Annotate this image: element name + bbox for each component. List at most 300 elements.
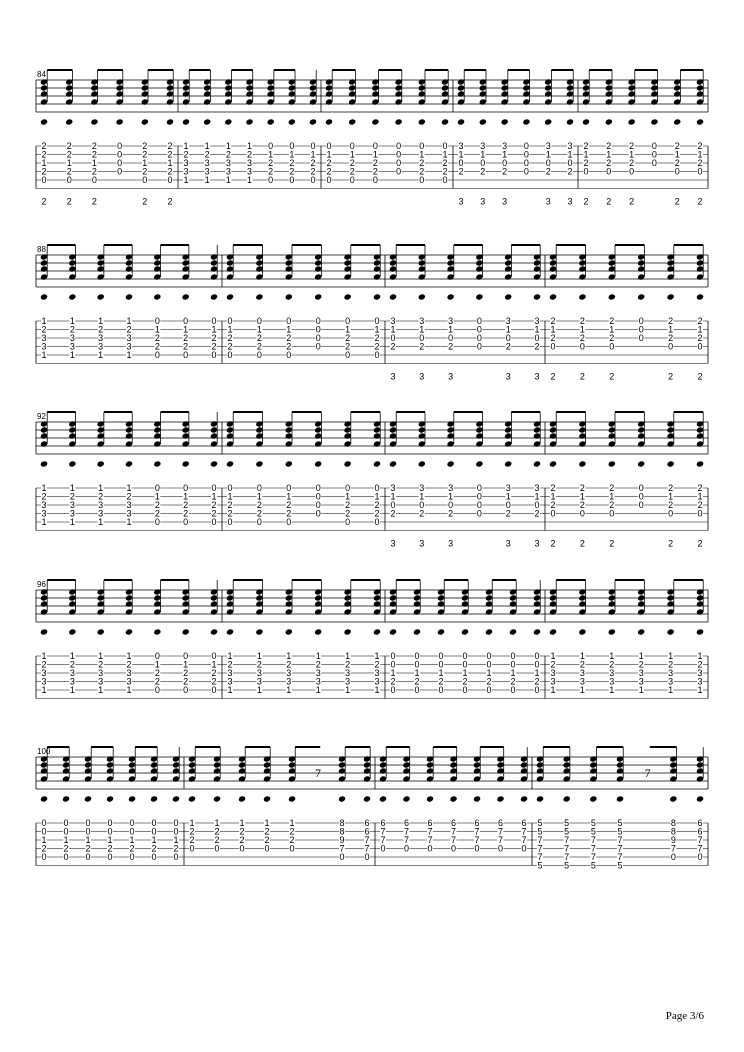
tab-fret-number: 2 — [69, 659, 75, 670]
tab-fret-number: 0 — [476, 333, 482, 343]
tab-fret-number: 2 — [579, 333, 585, 343]
tab-fret-number: 2 — [63, 843, 69, 854]
tab-fret-number: 1 — [173, 835, 179, 845]
tab-fret-number: 0 — [183, 316, 189, 326]
tab-fret-number: 2 — [189, 835, 195, 845]
tab-fret-number: 0 — [442, 175, 448, 185]
tab-fret-number: 0 — [227, 350, 233, 360]
bass-fret-number: 3 — [502, 196, 508, 207]
tab-fret-number: 3 — [502, 141, 508, 151]
tab-fret-number: 1 — [239, 818, 245, 828]
tab-fret-number: 3 — [505, 483, 511, 493]
bass-notehead — [182, 460, 190, 467]
bass-notehead — [224, 118, 232, 125]
bass-notehead — [418, 460, 426, 467]
bass-fret-number: 2 — [66, 196, 72, 207]
bass-notehead — [418, 118, 426, 125]
tab-fret-number: 2 — [256, 659, 262, 670]
tab-fret-number: 2 — [142, 149, 148, 160]
tab-fret-number: 1 — [606, 149, 612, 160]
bass-fret-number: 3 — [505, 538, 511, 549]
tab-fret-number: 1 — [286, 324, 292, 335]
tab-fret-number: 5 — [564, 826, 570, 837]
tab-fret-number: 2 — [91, 166, 97, 177]
tab-fret-number: 2 — [629, 158, 635, 168]
tab-fret-number: 2 — [256, 500, 262, 510]
tab-fret-number: 1 — [246, 141, 253, 151]
tab-fret-number: 1 — [579, 324, 585, 335]
tab-fret-number: 5 — [590, 818, 596, 828]
bass-notehead — [68, 460, 76, 467]
tab-fret-number: 7 — [697, 835, 703, 845]
bass-notehead — [608, 628, 616, 635]
tab-fret-number: 0 — [476, 491, 482, 502]
tab-fret-number: 3 — [98, 676, 104, 687]
tab-fret-number: 3 — [69, 676, 75, 687]
tab-fret-number: 2 — [510, 676, 516, 687]
tab-fret-number: 0 — [374, 350, 380, 360]
tab-fret-number: 1 — [310, 149, 316, 160]
tab-fret-number: 1 — [545, 149, 551, 160]
tab-fret-number: 1 — [567, 149, 573, 160]
tab-fret-number: 3 — [458, 141, 464, 151]
tab-fret-number: 0 — [476, 316, 482, 326]
tab-fret-number: 2 — [534, 676, 540, 687]
tab-fret-number: 1 — [69, 651, 75, 661]
tab-fret-number: 0 — [189, 843, 195, 854]
bass-fret-number: 3 — [458, 196, 464, 207]
tab-fret-number: 0 — [390, 333, 396, 343]
tab-fret-number: 1 — [69, 685, 75, 695]
tab-fret-number: 0 — [345, 350, 351, 360]
bass-notehead — [418, 293, 426, 300]
bass-fret-number: 2 — [606, 196, 612, 207]
tab-fret-number: 1 — [349, 149, 355, 160]
tab-fret-number: 2 — [534, 341, 540, 352]
tab-fret-number: 1 — [668, 651, 674, 661]
tab-fret-number: 2 — [697, 500, 703, 510]
tab-fret-number: 2 — [583, 141, 589, 151]
bass-fret-number: 3 — [390, 538, 396, 549]
bass-notehead — [97, 628, 105, 635]
tab-fret-number: 7 — [474, 835, 480, 845]
tab-fret-number: 0 — [315, 491, 321, 502]
tab-fret-number: 3 — [550, 676, 556, 687]
tab-fret-number: 1 — [345, 491, 351, 502]
bass-notehead — [153, 293, 161, 300]
bass-notehead — [40, 795, 48, 802]
tab-fret-number: 3 — [126, 500, 132, 510]
tab-fret-number: 0 — [534, 651, 540, 661]
tab-fret-number: 2 — [227, 500, 233, 510]
tab-fret-number: 2 — [579, 316, 585, 326]
tab-fret-number: 0 — [310, 141, 316, 151]
tab-fret-number: 3 — [697, 668, 703, 678]
tab-fret-number: 0 — [476, 324, 482, 335]
measure-number: 96 — [37, 580, 46, 589]
tab-fret-number: 0 — [173, 852, 179, 862]
bass-notehead — [395, 118, 403, 125]
tab-fret-number: 2 — [345, 659, 351, 670]
tab-fret-number: 0 — [403, 843, 410, 854]
tab-fret-number: 1 — [227, 685, 233, 695]
tab-fret-number: 3 — [374, 676, 380, 687]
bass-notehead — [479, 118, 487, 125]
tab-fret-number: 0 — [117, 149, 123, 160]
tab-fret-number: 1 — [126, 685, 132, 695]
tab-fret-number: 2 — [66, 141, 72, 151]
tab-fret-number: 3 — [98, 668, 104, 678]
bass-notehead — [447, 293, 455, 300]
tab-fret-number: 1 — [268, 149, 274, 160]
tab-fret-number: 3 — [374, 668, 380, 678]
tab-fret-number: 7 — [497, 826, 504, 837]
tab-fret-number: 2 — [697, 483, 703, 493]
tab-fret-number: 3 — [448, 316, 454, 326]
tab-fret-number: 0 — [349, 175, 355, 185]
tab-fret-number: 0 — [339, 852, 345, 862]
bass-notehead — [578, 293, 586, 300]
tab-fret-number: 2 — [183, 508, 189, 519]
tab-fret-number: 0 — [289, 843, 295, 854]
tab-fret-number: 7 — [364, 835, 370, 845]
tab-fret-number: 1 — [550, 491, 556, 502]
tab-fret-number: 2 — [374, 508, 380, 519]
tab-fret-number: 1 — [225, 175, 231, 185]
tab-fret-number: 0 — [486, 659, 492, 670]
tab-fret-number: 1 — [534, 324, 540, 335]
tab-fret-number: 2 — [609, 316, 615, 326]
bass-notehead — [509, 628, 517, 635]
bass-notehead — [696, 795, 704, 802]
tab-fret-number: 0 — [154, 517, 160, 527]
tab-fret-number: 3 — [567, 141, 573, 151]
tab-fret-number: 2 — [668, 500, 674, 510]
bass-notehead — [182, 118, 190, 125]
tab-fret-number: 2 — [579, 659, 585, 670]
tab-fret-number: 1 — [374, 651, 380, 661]
tab-fret-number: 3 — [227, 676, 233, 687]
tab-fret-number: 0 — [107, 852, 113, 862]
tab-fret-number: 1 — [697, 651, 703, 661]
tab-fret-number: 1 — [486, 668, 492, 678]
tab-fret-number: 2 — [414, 676, 420, 687]
tab-fret-number: 3 — [534, 483, 540, 493]
tab-fret-number: 1 — [583, 149, 589, 160]
tab-fret-number: 7 — [403, 826, 410, 837]
tab-fret-number: 2 — [256, 508, 262, 519]
tab-fret-number: 2 — [107, 843, 113, 854]
tab-fret-number: 2 — [256, 333, 262, 343]
tab-fret-number: 0 — [674, 166, 680, 177]
tab-fret-number: 3 — [69, 333, 75, 343]
tab-fret-number: 0 — [638, 333, 644, 343]
tab-fret-number: 0 — [41, 852, 47, 862]
tab-fret-number: 2 — [374, 341, 380, 352]
bass-notehead — [314, 460, 322, 467]
tab-fret-number: 1 — [697, 491, 703, 502]
tab-fret-number: 3 — [448, 483, 454, 493]
tab-fret-number: 2 — [167, 141, 173, 151]
tab-fret-number: 3 — [286, 668, 292, 678]
tab-fret-number: 1 — [126, 483, 132, 493]
bass-notehead — [188, 795, 196, 802]
tab-fret-number: 0 — [579, 508, 585, 519]
bass-fret-number: 2 — [167, 196, 173, 207]
bass-notehead — [536, 795, 544, 802]
tab-fret-number: 1 — [697, 324, 703, 335]
bass-notehead — [578, 460, 586, 467]
bass-notehead — [153, 460, 161, 467]
tab-fret-number: 2 — [609, 659, 615, 670]
tab-fret-number: 1 — [63, 835, 69, 845]
tab-fret-number: 0 — [211, 685, 217, 695]
tab-fret-number: 0 — [651, 141, 657, 151]
tab-fret-number: 8 — [670, 818, 676, 828]
tab-fret-number: 0 — [510, 685, 516, 695]
tab-fret-number: 7 — [617, 852, 623, 862]
bass-notehead — [504, 460, 512, 467]
tab-fret-number: 0 — [534, 333, 540, 343]
bass-notehead — [150, 795, 158, 802]
tab-fret-number: 1 — [638, 685, 644, 695]
tab-fret-number: 2 — [85, 843, 91, 854]
tab-fret-number: 0 — [396, 149, 402, 160]
tab-fret-number: 3 — [246, 158, 253, 168]
bass-notehead — [696, 293, 704, 300]
bass-notehead — [125, 460, 133, 467]
bass-notehead — [226, 293, 234, 300]
tab-fret-number: 1 — [246, 175, 253, 185]
tab-fret-number: 1 — [41, 685, 47, 695]
tab-fret-number: 1 — [69, 483, 75, 493]
tab-fret-number: 0 — [476, 508, 482, 519]
tab-fret-number: 1 — [668, 685, 674, 695]
tab-fret-number: 2 — [189, 826, 195, 837]
tab-fret-number: 0 — [638, 491, 644, 502]
tab-fret-number: 0 — [151, 826, 157, 837]
tab-fret-number: 0 — [183, 350, 189, 360]
tab-fret-number: 1 — [374, 685, 380, 695]
tab-fret-number: 2 — [583, 158, 589, 168]
tab-fret-number: 7 — [497, 835, 504, 845]
tab-fret-number: 2 — [372, 166, 378, 177]
tab-fret-number: 2 — [256, 341, 262, 352]
tab-fret-number: 2 — [374, 333, 380, 343]
tab-fret-number: 2 — [462, 676, 468, 687]
tab-fret-number: 0 — [256, 483, 262, 493]
tab-fret-number: 0 — [448, 500, 454, 510]
tab-fret-number: 2 — [286, 341, 292, 352]
bass-notehead — [608, 293, 616, 300]
tab-fret-number: 1 — [609, 651, 615, 661]
tab-fret-number: 1 — [419, 324, 425, 335]
tab-fret-number: 2 — [214, 826, 220, 837]
tab-fret-number: 2 — [545, 166, 551, 177]
tab-fret-number: 7 — [564, 843, 570, 854]
tab-fret-number: 2 — [173, 843, 179, 854]
bass-notehead — [344, 460, 352, 467]
tab-fret-number: 1 — [256, 651, 262, 661]
tab-fret-number: 0 — [286, 350, 292, 360]
tab-fret-number: 5 — [590, 826, 596, 837]
tab-fret-number: 1 — [98, 483, 104, 493]
tab-fret-number: 0 — [638, 500, 644, 510]
tab-fret-number: 2 — [41, 149, 47, 160]
tab-fret-number: 2 — [419, 166, 425, 177]
tab-fret-number: 3 — [419, 483, 425, 493]
bass-notehead — [533, 293, 541, 300]
tab-fret-number: 0 — [396, 166, 402, 177]
tab-fret-number: 0 — [63, 818, 69, 828]
tab-fret-number: 6 — [521, 818, 527, 828]
bass-fret-number: 3 — [505, 371, 511, 382]
tab-fret-number: 1 — [41, 517, 47, 527]
bass-notehead — [522, 118, 530, 125]
tab-fret-number: 0 — [638, 316, 644, 326]
tab-fret-number: 0 — [239, 843, 245, 854]
tab-fret-number: 2 — [345, 508, 351, 519]
tab-fret-number: 3 — [545, 141, 551, 151]
tab-fret-number: 1 — [697, 685, 703, 695]
tab-fret-number: 2 — [183, 333, 189, 343]
tab-fret-number: 6 — [474, 818, 480, 828]
tab-fret-number: 0 — [697, 166, 703, 177]
tab-fret-number: 1 — [41, 158, 47, 168]
tab-fret-number: 2 — [372, 158, 378, 168]
tab-fret-number: 0 — [372, 141, 378, 151]
tab-fret-number: 3 — [286, 676, 292, 687]
bass-fret-number: 3 — [419, 538, 425, 549]
tab-fret-number: 0 — [264, 843, 270, 854]
tab-fret-number: 5 — [564, 818, 570, 828]
tab-fret-number: 2 — [98, 324, 104, 335]
tab-fret-number: 0 — [41, 175, 47, 185]
bass-notehead — [363, 795, 371, 802]
tab-fret-number: 1 — [154, 324, 160, 335]
bass-notehead — [637, 628, 645, 635]
tab-fret-number: 2 — [154, 676, 160, 687]
tab-fret-number: 2 — [458, 166, 464, 177]
tab-fret-number: 0 — [497, 843, 504, 854]
tab-fret-number: 0 — [390, 685, 396, 695]
bass-notehead — [65, 118, 73, 125]
tab-fret-number: 2 — [66, 149, 72, 160]
tab-fret-number: 2 — [310, 158, 316, 168]
tab-fret-number: 0 — [545, 158, 551, 168]
tab-fret-number: 2 — [390, 676, 396, 687]
tab-fret-number: 2 — [211, 500, 217, 510]
tab-fret-number: 1 — [419, 149, 425, 160]
tab-fret-number: 2 — [41, 491, 47, 502]
bass-notehead — [288, 118, 296, 125]
bass-notehead — [441, 118, 449, 125]
bass-notehead — [213, 795, 221, 802]
bass-notehead — [667, 460, 675, 467]
tab-fret-number: 2 — [638, 659, 644, 670]
tab-fret-number: 0 — [523, 166, 529, 177]
bass-notehead — [628, 118, 636, 125]
tab-fret-number: 0 — [396, 158, 402, 168]
tab-fret-number: 0 — [583, 166, 589, 177]
tab-fret-number: 0 — [550, 341, 556, 352]
tab-fret-number: 0 — [448, 333, 454, 343]
bass-fret-number: 3 — [390, 371, 396, 382]
tab-fret-number: 0 — [345, 316, 351, 326]
tab-fret-number: 2 — [505, 341, 511, 352]
bass-fret-number: 3 — [480, 196, 486, 207]
bass-notehead — [40, 628, 48, 635]
bass-notehead — [40, 460, 48, 467]
bass-notehead — [255, 460, 263, 467]
tab-fret-number: 2 — [227, 508, 233, 519]
bass-fret-number: 3 — [534, 538, 540, 549]
tab-fret-number: 0 — [442, 141, 448, 151]
tab-fret-number: 1 — [372, 149, 378, 160]
tab-fret-number: 0 — [345, 483, 351, 493]
tab-fret-number: 0 — [211, 517, 217, 527]
tab-fret-number: 2 — [126, 324, 132, 335]
tab-fret-number: 1 — [315, 651, 321, 661]
bass-notehead — [182, 628, 190, 635]
tab-fret-number: 2 — [505, 508, 511, 519]
tab-fret-number: 2 — [345, 341, 351, 352]
bass-notehead — [288, 795, 296, 802]
tab-fret-number: 3 — [315, 676, 321, 687]
tab-fret-number: 2 — [126, 491, 132, 502]
bass-fret-number: 3 — [419, 371, 425, 382]
tab-fret-number: 0 — [151, 852, 157, 862]
tab-fret-number: 0 — [534, 685, 540, 695]
bass-notehead — [589, 795, 597, 802]
tab-fret-number: 7 — [364, 843, 370, 854]
tab-fret-number: 7 — [537, 843, 543, 854]
tab-fret-number: 2 — [167, 149, 173, 160]
tab-fret-number: 0 — [117, 166, 123, 177]
bass-notehead — [84, 795, 92, 802]
tab-fret-number: 0 — [315, 483, 321, 493]
tab-fret-number: 0 — [154, 350, 160, 360]
tab-fret-number: 2 — [606, 141, 612, 151]
tab-fret-number: 9 — [670, 835, 676, 845]
tab-fret-number: 7 — [380, 826, 386, 837]
tab-fret-number: 6 — [450, 818, 457, 828]
tab-fret-number: 2 — [310, 166, 316, 177]
tab-fret-number: 1 — [227, 651, 233, 661]
tab-fret-number: 1 — [286, 651, 292, 661]
tab-fret-number: 1 — [510, 668, 516, 678]
bass-fret-number: 2 — [142, 196, 148, 207]
tab-fret-number: 1 — [442, 149, 448, 160]
tab-fret-number: 2 — [183, 149, 189, 160]
bass-notehead — [461, 628, 469, 635]
tab-fret-number: 5 — [617, 826, 623, 837]
tab-fret-number: 0 — [117, 158, 123, 168]
tab-fret-number: 0 — [345, 517, 351, 527]
tab-fret-number: 0 — [286, 517, 292, 527]
tab-fret-number: 0 — [476, 483, 482, 493]
tab-fret-number: 1 — [390, 491, 396, 502]
bass-notehead — [166, 118, 174, 125]
bass-notehead — [285, 293, 293, 300]
tab-fret-number: 0 — [349, 141, 355, 151]
tab-fret-number: 3 — [579, 676, 585, 687]
tab-fret-number: 1 — [550, 324, 556, 335]
tab-fret-number: 0 — [256, 316, 262, 326]
bass-notehead — [667, 628, 675, 635]
tab-fret-number: 3 — [41, 500, 47, 510]
tab-fret-number: 0 — [154, 685, 160, 695]
